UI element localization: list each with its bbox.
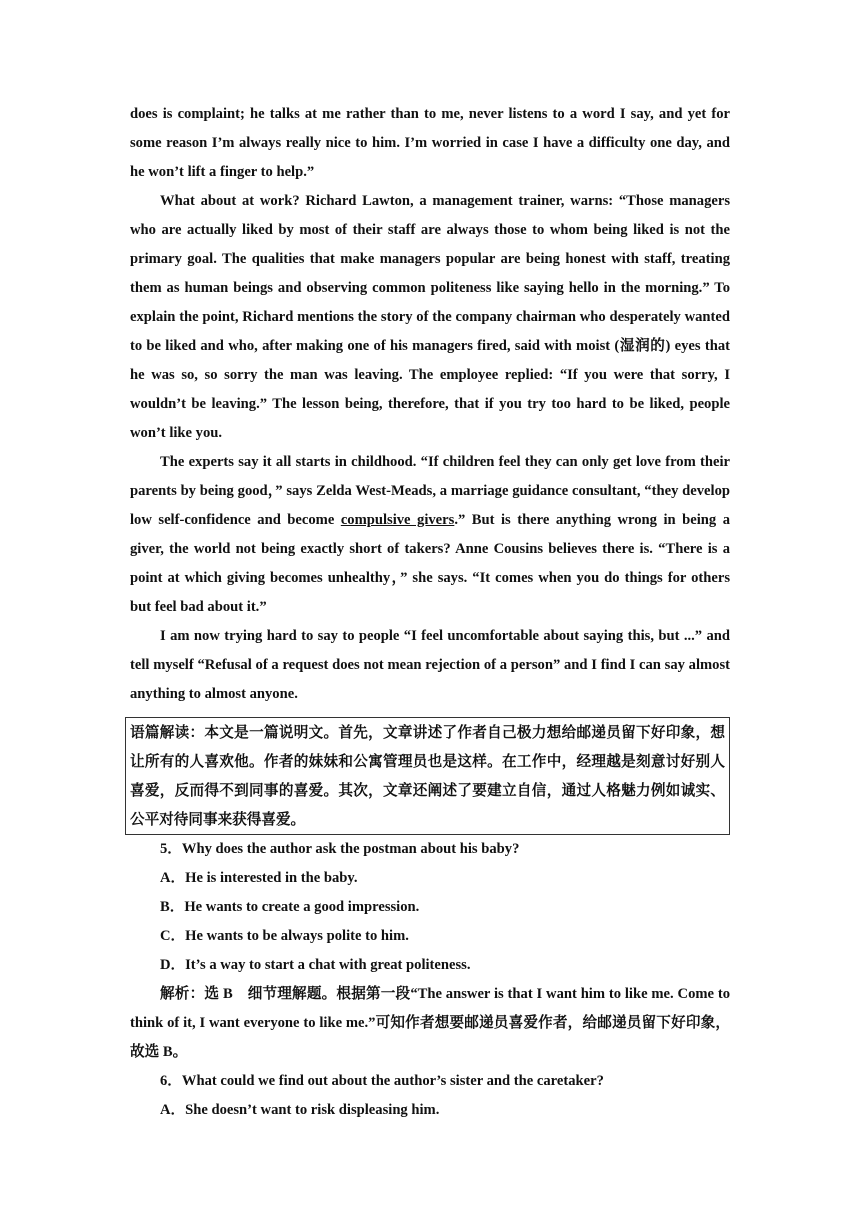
- analysis-label: 语篇解读：: [130, 724, 205, 741]
- analysis-body: 本文是一篇说明文。首先，文章讲述了作者自己极力想给邮递员留下好印象，想让所有的人喜欢他。作者的妹妹和公寓管理员也是这样。在工作中，经理越是刻意讨好别人喜爱，反而得不到同事的喜爱。其次，文章还阐述了要建立自信，通过人格魅力例如诚实、公平对待同事来获得喜爱。: [130, 724, 725, 828]
- passage-paragraph-3: [130, 448, 730, 622]
- passage-paragraph-2: What about at work? Richard Lawton, a management trainer, warns: “Those managers who are actually liked by most of their staff are always those to whom being liked is not the primary goal. The qualities that make managers popular are being honest with staff, treating them as human beings and observing common politeness like saying hello in the morning.” To explain the point, Richard mentions the story of the company chairman who desperately wanted to be liked and who, after making one of his managers fired, said with moist (湿润的) eyes that he was so, so sorry the man was leaving. The employee replied: “If you were that sorry, I wouldn’t be leaving.” The lesson being, therefore, that if you try too hard to be liked, people won’t like you.: [130, 193, 730, 441]
- question-6-stem: 6．What could we find out about the author’s sister and the caretaker?: [160, 1073, 604, 1089]
- analysis-text: [130, 718, 725, 834]
- question-6-option-a: A．She doesn’t want to risk displeasing him.: [160, 1102, 440, 1118]
- question-5-option-a: A．He is interested in the baby.: [160, 870, 358, 886]
- question-5-option-b: B．He wants to create a good impression.: [160, 899, 420, 915]
- question-5-stem: 5．Why does the author ask the postman about his baby?: [160, 841, 520, 857]
- passage-paragraph-4: I am now trying hard to say to people “I feel uncomfortable about saying this, but ...” and tell myself “Refusal of a request does not mean rejection of a person” and I find I can say almost anything to almost anyone.: [130, 628, 730, 702]
- paragraph-3-text-b: .” But is there anything wrong in being a giver, the world not being exactly short of takers? Anne Cousins believes there is. “There is a point at which giving becomes unhealthy，” she says. “It comes when you do things for others but feel bad about it.”: [130, 512, 730, 615]
- analysis-box: [125, 717, 730, 835]
- passage-paragraph-1: does is complaint; he talks at me rather than to me, never listens to a word I say, and yet for some reason I’m always really nice to him. I’m worried in case I have a difficulty one day, and he won’t lift a finger to help.”: [130, 106, 730, 180]
- question-5-option-d: D．It’s a way to start a chat with great politeness.: [160, 957, 471, 973]
- question-5-option-c: C．He wants to be always polite to him.: [160, 928, 409, 944]
- question-5-explanation: 解析：选 B 细节理解题。根据第一段“The answer is that I want him to like me. Come to think of it, I want everyone to like me.”可知作者想要邮递员喜爱作者，给邮递员留下好印象，故选 B。: [130, 986, 730, 1060]
- paragraph-3-text-a: The experts say it all starts in childhood. “If children feel they can only get love from their parents by being good，” says Zelda West-Meads, a marriage guidance consultant, “they develop low self-confidence and become: [130, 454, 730, 528]
- underlined-phrase: compulsive givers: [340, 512, 455, 528]
- document-page: [130, 100, 730, 1125]
